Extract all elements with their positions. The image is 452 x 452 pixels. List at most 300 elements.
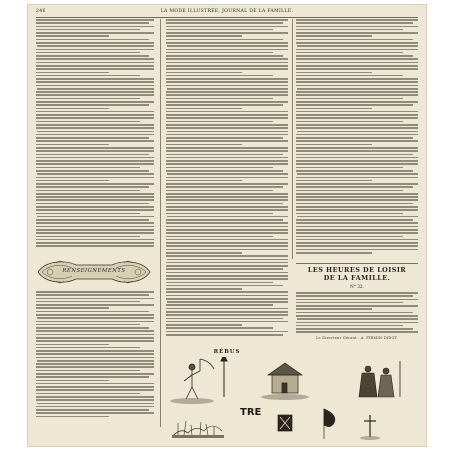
text-line <box>296 29 403 31</box>
text-line <box>167 301 288 303</box>
text-line <box>166 42 288 44</box>
scythe-figure-icon <box>170 359 214 404</box>
text-line <box>296 22 413 24</box>
text-line <box>296 177 418 179</box>
text-line <box>166 157 288 159</box>
text-line <box>166 29 273 31</box>
text-line <box>297 216 418 218</box>
text-line <box>36 108 109 110</box>
text-line <box>166 49 288 51</box>
text-line <box>166 275 288 277</box>
text-line <box>296 19 418 21</box>
text-line <box>36 301 140 303</box>
text-line <box>166 262 288 264</box>
text-line <box>166 193 288 195</box>
text-line <box>166 324 242 326</box>
text-line <box>166 167 273 169</box>
text-line <box>296 140 418 142</box>
rebus-word: TRE <box>240 407 262 418</box>
text-line <box>36 321 154 323</box>
text-line <box>166 75 273 77</box>
text-line <box>36 366 154 368</box>
text-line <box>36 314 154 316</box>
text-line <box>36 111 154 113</box>
text-line <box>166 78 288 80</box>
text-line <box>296 32 418 34</box>
text-line <box>166 114 288 116</box>
text-line <box>36 72 109 74</box>
text-line <box>36 124 154 126</box>
text-line <box>166 26 288 28</box>
text-line <box>296 68 418 70</box>
text-line <box>36 186 149 188</box>
text-line <box>36 19 154 21</box>
text-line <box>166 108 242 110</box>
text-line <box>296 186 413 188</box>
text-block <box>36 19 154 249</box>
text-line <box>296 55 413 57</box>
text-line <box>36 85 154 87</box>
text-line <box>36 144 109 146</box>
text-line <box>296 206 418 208</box>
text-line <box>296 305 418 307</box>
text-line <box>166 32 288 34</box>
text-line <box>36 393 140 395</box>
text-block <box>296 19 418 255</box>
text-line <box>166 245 288 247</box>
text-line <box>296 190 403 192</box>
text-line <box>166 127 288 129</box>
text-line <box>166 236 273 238</box>
text-line <box>166 226 288 228</box>
text-line <box>296 124 418 126</box>
text-line <box>296 104 413 106</box>
text-line <box>36 209 154 211</box>
text-line <box>36 376 149 378</box>
text-line <box>296 226 418 228</box>
text-line <box>36 334 154 336</box>
text-line <box>166 255 288 257</box>
text-line <box>296 229 418 231</box>
figures-icon <box>359 361 400 397</box>
text-line <box>166 177 288 179</box>
text-line <box>166 19 288 21</box>
text-line <box>166 318 283 320</box>
text-line <box>166 222 288 224</box>
text-line <box>167 88 288 90</box>
text-line <box>166 213 273 215</box>
text-line <box>166 91 288 93</box>
text-line <box>36 298 154 300</box>
arrow-icon <box>221 357 227 397</box>
text-line <box>296 72 372 74</box>
text-line <box>296 331 418 333</box>
text-line <box>36 330 154 332</box>
text-line <box>166 291 288 293</box>
text-line <box>36 177 154 179</box>
loisirs-title-line1: LES HEURES DE LOISIR <box>307 266 407 274</box>
text-line <box>296 292 418 294</box>
text-line <box>166 147 288 149</box>
text-line <box>166 81 288 83</box>
text-line <box>36 206 154 208</box>
text-line <box>36 58 154 60</box>
text-line <box>167 45 288 47</box>
text-line <box>296 127 418 129</box>
text-line <box>36 121 140 123</box>
text-line <box>167 131 288 133</box>
text-line <box>166 58 288 60</box>
text-line <box>36 203 149 205</box>
text-line <box>36 81 154 83</box>
page-header <box>36 8 418 18</box>
reeds-icon <box>172 421 224 438</box>
text-line <box>166 249 288 251</box>
text-line <box>36 196 154 198</box>
text-line <box>36 68 154 70</box>
text-line <box>296 249 418 251</box>
text-line <box>296 322 418 324</box>
text-line <box>36 236 140 238</box>
text-line <box>166 62 288 64</box>
text-line <box>166 278 288 280</box>
text-line <box>166 39 283 41</box>
text-line <box>36 147 154 149</box>
text-line <box>36 39 149 41</box>
text-line <box>166 121 273 123</box>
text-line <box>296 108 372 110</box>
text-line <box>296 193 418 195</box>
text-line <box>36 98 140 100</box>
text-line <box>166 111 288 113</box>
text-line <box>36 127 154 129</box>
text-line <box>166 65 288 67</box>
text-line <box>166 35 242 37</box>
text-line <box>166 134 288 136</box>
text-line <box>36 396 154 398</box>
text-line <box>166 334 283 336</box>
text-line <box>296 62 418 64</box>
text-line <box>296 160 418 162</box>
text-line <box>36 193 154 195</box>
text-line <box>36 65 154 67</box>
text-line <box>36 242 154 244</box>
text-line <box>296 137 413 139</box>
text-line <box>36 327 149 329</box>
text-line <box>36 101 154 103</box>
text-line <box>166 124 288 126</box>
text-line <box>36 55 149 57</box>
house-icon <box>261 363 309 400</box>
text-line <box>36 222 154 224</box>
text-line <box>167 216 288 218</box>
text-line <box>36 416 109 418</box>
text-line <box>296 302 403 304</box>
text-line <box>166 321 288 323</box>
text-line <box>36 140 154 142</box>
text-line <box>37 403 154 405</box>
text-line <box>166 140 288 142</box>
banner-label: RENSEIGNEMENTS <box>62 268 126 274</box>
loisirs-title-line2: DE LA FAMILLE. <box>323 273 391 282</box>
text-line <box>36 399 154 401</box>
text-line <box>36 344 109 346</box>
text-line <box>36 32 154 34</box>
text-line <box>166 101 288 103</box>
text-line <box>36 291 154 293</box>
text-line <box>36 117 154 119</box>
text-line <box>166 239 288 241</box>
text-line <box>296 315 418 317</box>
text-line <box>36 78 154 80</box>
newspaper-page <box>28 5 426 446</box>
text-line <box>36 154 149 156</box>
text-line <box>36 94 154 96</box>
text-line <box>166 252 242 254</box>
text-line <box>296 163 418 165</box>
text-line <box>36 370 140 372</box>
text-line <box>296 26 418 28</box>
text-line <box>36 380 109 382</box>
text-line <box>36 337 154 339</box>
text-line <box>37 360 154 362</box>
text-line <box>166 163 288 165</box>
text-line <box>296 209 418 211</box>
text-line <box>36 49 154 51</box>
text-line <box>36 190 140 192</box>
text-line <box>166 272 288 274</box>
text-line <box>296 150 418 152</box>
text-line <box>166 137 283 139</box>
text-line <box>296 134 418 136</box>
text-line <box>296 157 418 159</box>
text-line <box>166 327 273 329</box>
text-line <box>166 206 288 208</box>
text-line <box>296 111 418 113</box>
rebus-illustration <box>164 357 414 441</box>
text-line <box>36 35 109 37</box>
text-line <box>296 196 418 198</box>
text-line <box>296 236 403 238</box>
text-line <box>36 389 154 391</box>
text-line <box>296 78 418 80</box>
text-line <box>166 104 283 106</box>
column-rule <box>292 19 293 259</box>
text-line <box>166 68 288 70</box>
text-line <box>296 39 413 41</box>
text-line <box>36 226 154 228</box>
text-line <box>36 183 154 185</box>
text-line <box>36 357 154 359</box>
text-line <box>166 209 288 211</box>
text-line <box>36 150 154 152</box>
text-line <box>36 22 149 24</box>
text-line <box>166 331 288 333</box>
text-line <box>297 318 418 320</box>
text-line <box>166 285 283 287</box>
text-line <box>296 299 418 301</box>
text-line <box>36 373 154 375</box>
text-line <box>36 239 154 241</box>
text-line <box>297 173 418 175</box>
text-line <box>296 114 418 116</box>
text-line <box>296 75 403 77</box>
text-line <box>166 199 288 201</box>
text-line <box>36 406 154 408</box>
text-line <box>36 229 154 231</box>
text-line <box>36 383 154 385</box>
text-line <box>297 88 418 90</box>
text-line <box>166 55 283 57</box>
text-line <box>166 219 283 221</box>
text-line <box>296 242 418 244</box>
text-line <box>36 114 154 116</box>
text-line <box>166 150 288 152</box>
text-line <box>296 167 403 169</box>
text-line <box>296 219 413 221</box>
text-line <box>37 216 154 218</box>
text-block <box>166 19 288 337</box>
text-line <box>36 245 154 247</box>
text-line <box>296 85 418 87</box>
text-line <box>296 121 403 123</box>
text-line <box>36 167 140 169</box>
text-line <box>36 26 154 28</box>
text-line <box>296 49 418 51</box>
text-line <box>166 98 273 100</box>
text-line <box>296 203 413 205</box>
text-line <box>296 183 418 185</box>
text-line <box>296 232 418 234</box>
text-line <box>36 170 149 172</box>
text-line <box>166 265 288 267</box>
text-line <box>36 62 154 64</box>
text-line <box>166 304 273 306</box>
text-line <box>36 294 149 296</box>
text-line <box>36 311 149 313</box>
text-line <box>166 298 288 300</box>
text-line <box>36 104 149 106</box>
text-line <box>37 173 154 175</box>
text-line <box>36 180 109 182</box>
text-line <box>37 131 154 133</box>
text-line <box>296 213 403 215</box>
text-line <box>296 35 372 37</box>
text-line <box>296 245 418 247</box>
flag-icon <box>324 409 335 439</box>
text-line <box>166 203 283 205</box>
journal-title: LA MODE ILLUSTRÉE, JOURNAL DE LA FAMILLE. <box>160 9 294 14</box>
text-line <box>166 268 283 270</box>
text-line <box>296 42 418 44</box>
text-line <box>296 325 403 327</box>
text-line <box>36 386 154 388</box>
text-line <box>36 219 149 221</box>
text-line <box>36 232 154 234</box>
text-line <box>296 154 413 156</box>
text-line <box>296 101 418 103</box>
text-line <box>166 52 273 54</box>
text-line <box>296 180 372 182</box>
text-line <box>166 72 242 74</box>
text-line <box>166 94 288 96</box>
text-line <box>166 154 283 156</box>
text-line <box>296 170 413 172</box>
text-line <box>166 314 288 316</box>
text-line <box>166 117 288 119</box>
text-line <box>166 190 273 192</box>
text-line <box>36 52 140 54</box>
text-line <box>37 317 154 319</box>
text-line <box>166 170 283 172</box>
text-line <box>166 196 288 198</box>
text-line <box>36 412 154 414</box>
text-line <box>166 282 273 284</box>
text-line <box>166 311 288 313</box>
text-line <box>166 186 283 188</box>
text-line <box>296 58 418 60</box>
loisirs-number: N° 32. <box>350 284 364 289</box>
text-line <box>166 229 288 231</box>
sack-icon <box>278 415 292 431</box>
text-line <box>296 199 418 201</box>
text-line <box>36 409 149 411</box>
text-line <box>36 213 140 215</box>
text-line <box>297 45 418 47</box>
text-line <box>296 117 418 119</box>
rebus-title: RÉBUS <box>213 349 241 355</box>
text-block <box>296 292 418 333</box>
text-line <box>37 45 154 47</box>
text-line <box>296 328 413 330</box>
text-line <box>36 363 154 365</box>
text-line <box>36 199 154 201</box>
text-line <box>166 232 288 234</box>
text-line <box>296 239 418 241</box>
text-line <box>36 304 154 306</box>
text-line <box>166 22 283 24</box>
footer-signature: Le Directeur Gérant : A. FIRMIN-DIDOT. <box>315 335 399 340</box>
text-line <box>166 180 242 182</box>
text-line <box>36 137 149 139</box>
text-line <box>36 324 140 326</box>
text-line <box>166 308 288 310</box>
text-line <box>296 222 418 224</box>
page-number: 246 <box>36 9 46 14</box>
text-line <box>36 29 140 31</box>
text-line <box>296 308 372 310</box>
text-line <box>36 134 154 136</box>
text-line <box>296 81 418 83</box>
text-line <box>167 259 288 261</box>
text-line <box>167 173 288 175</box>
text-line <box>36 340 154 342</box>
column-rule <box>160 19 161 427</box>
cross-icon <box>360 415 380 440</box>
text-line <box>296 94 418 96</box>
loisirs-section <box>296 263 418 340</box>
text-line <box>36 160 154 162</box>
text-line <box>296 98 403 100</box>
text-line <box>166 144 242 146</box>
text-line <box>166 242 288 244</box>
text-line <box>296 65 418 67</box>
text-line <box>37 88 154 90</box>
text-line <box>296 91 418 93</box>
text-line <box>36 75 140 77</box>
text-line <box>166 288 242 290</box>
text-line <box>36 307 109 309</box>
